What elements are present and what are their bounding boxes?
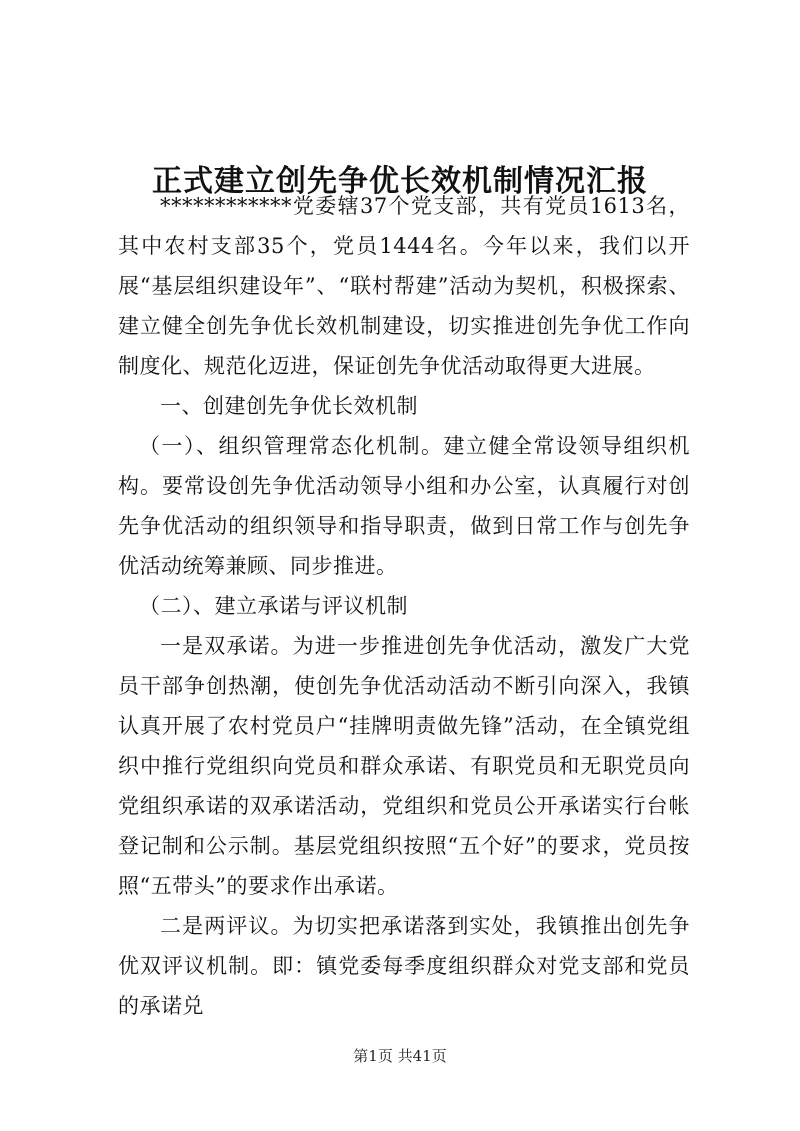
- document-title: 正式建立创先争优长效机制情况汇报: [152, 164, 648, 200]
- section-heading-1: 一、创建创先争优长效机制: [160, 394, 418, 418]
- page-footer: 第1页 共41页: [353, 1047, 447, 1065]
- document-body: [118, 186, 690, 1026]
- double-review-paragraph: 二是两评议。为切实把承诺落到实处，我镇推出创先争优双评议机制。即：镇党委每季度组织群众对党支部和党员的承诺兑: [118, 914, 690, 1018]
- intro-paragraph: ************党委辖37个党支部，共有党员1613名，其中农村支部35个，党员1444名。今年以来，我们以开展“基层组织建设年”、“联村帮建”活动为契机，积极探索、建立健全创先争优长效机制建设，切实推进创先争优工作向制度化、规范化迈进，保证创先争优活动取得更大进展。: [118, 194, 690, 378]
- double-commitment-paragraph: 一是双承诺。为进一步推进创先争优活动，激发广大党员干部争创热潮，使创先争优活动活动不断引向深入，我镇认真开展了农村党员户“挂牌明责做先锋”活动，在全镇党组织中推行党组织向党员和群众承诺、有职党员和无职党员向党组织承诺的双承诺活动，党组织和党员公开承诺实行台帐登记制和公示制。基层党组织按照“五个好”的要求，党员按照“五带头”的要求作出承诺。: [118, 634, 690, 898]
- subsection-paragraph-1: （一）、组织管理常态化机制。建立健全常设领导组织机构。要常设创先争优活动领导小组和办公室，认真履行对创先争优活动的组织领导和指导职责，做到日常工作与创先争优活动统筹兼顾、同步推进。: [118, 434, 690, 578]
- subsection-heading-2: （二）、建立承诺与评议机制: [139, 594, 408, 618]
